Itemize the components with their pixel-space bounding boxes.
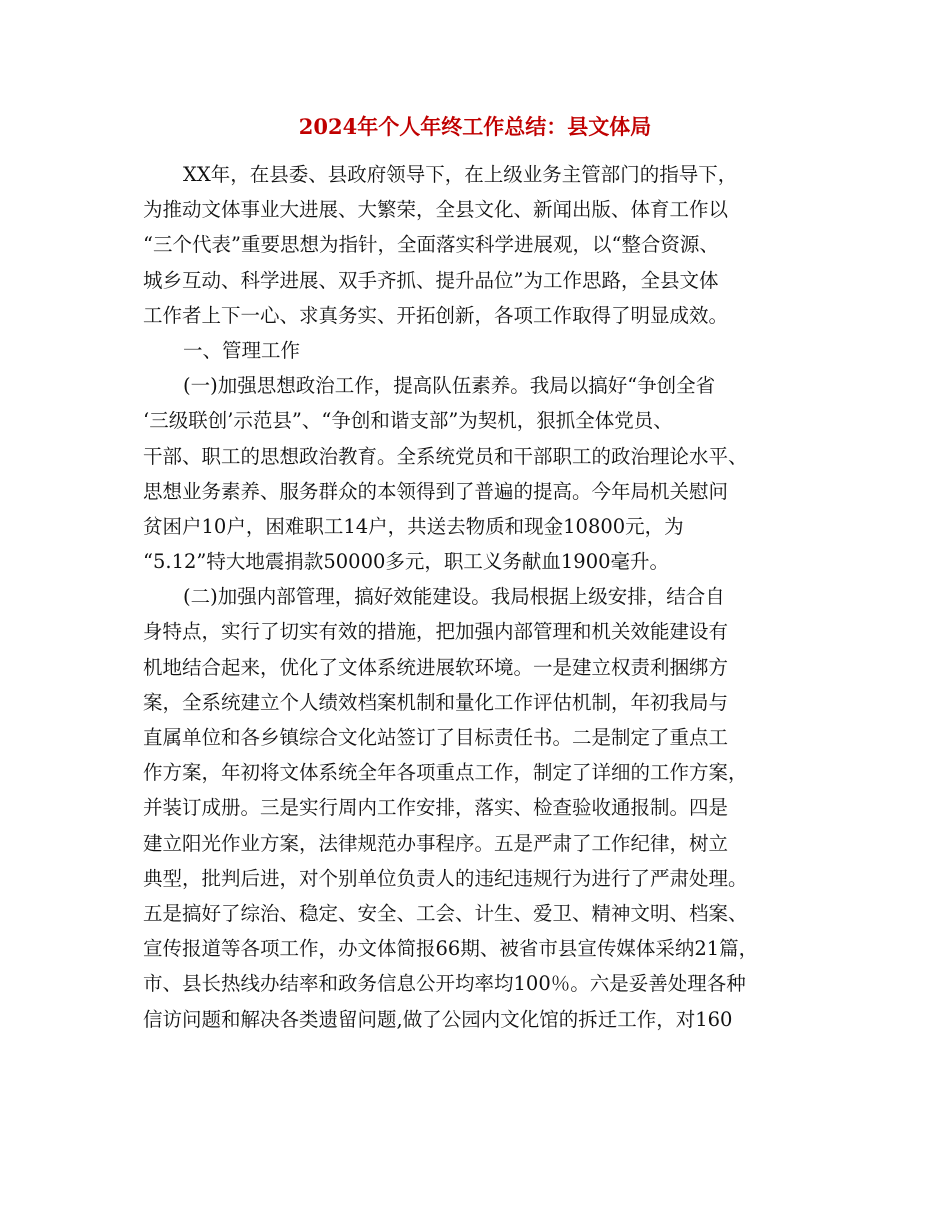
document-body xyxy=(143,157,823,1037)
paragraph-line: 宣传报道等各项工作，办文体简报66期、被省市县宣传媒体采纳21篇， xyxy=(143,937,759,961)
paragraph-line: 为推动文体事业大进展、大繁荣，全县文化、新闻出版、体育工作以 xyxy=(143,198,729,222)
paragraph-line: (一)加强思想政治工作，提高队伍素养。我局以搞好“争创全省 xyxy=(183,374,716,398)
paragraph-line: 工作者上下一心、求真务实、开拓创新，各项工作取得了明显成效。 xyxy=(143,303,729,327)
paragraph-line: 案，全系统建立个人绩效档案机制和量化工作评估机制，年初我局与 xyxy=(143,690,729,714)
paragraph-line: 直属单位和各乡镇综合文化站签订了目标责任书。二是制定了重点工 xyxy=(143,726,729,749)
paragraph-line: 干部、职工的思想政治教育。全系统党员和干部职工的政治理论水平、 xyxy=(143,444,748,468)
paragraph-line: 信访问题和解决各类遗留问题,做了公园内文化馆的拆迁工作，对160 xyxy=(143,1007,733,1031)
paragraph-line: 作方案，年初将文体系统全年各项重点工作，制定了详细的工作方案， xyxy=(143,761,748,785)
paragraph-line: 并装订成册。三是实行周内工作安排，落实、检查验收通报制。四是 xyxy=(143,796,729,820)
document-title: 2024年个人年终工作总结：县文体局 xyxy=(298,114,652,139)
paragraph-line: (二)加强内部管理，搞好效能建设。我局根据上级安排，结合自 xyxy=(183,585,725,609)
paragraph-line: 机地结合起来，优化了文体系统进展软环境。一是建立权责利捆绑方 xyxy=(143,655,729,679)
paragraph-line: “三个代表”重要思想为指针，全面落实科学进展观，以“整合资源、 xyxy=(143,233,719,257)
section-heading: 一、管理工作 xyxy=(183,338,301,362)
paragraph-line: “5.12”特大地震捐款50000多元，职工义务献血1900毫升。 xyxy=(143,550,670,574)
paragraph-line: 贫困户10户，困难职工14户，共送去物质和现金10800元，为 xyxy=(143,514,684,538)
paragraph-line: 市、县长热线办结率和政务信息公开均率均100％。六是妥善处理各种 xyxy=(143,972,746,996)
paragraph-line: 五是搞好了综治、稳定、安全、工会、计生、爱卫、精神文明、档案、 xyxy=(143,901,748,925)
paragraph-line: 思想业务素养、服务群众的本领得到了普遍的提高。今年局机关慰问 xyxy=(143,479,729,503)
paragraph-line: XX年，在县委、县政府领导下，在上级业务主管部门的指导下， xyxy=(183,163,738,186)
paragraph-line: ‘三级联创’示范县”、“争创和谐支部”为契机，狠抓全体党员、 xyxy=(143,409,673,433)
paragraph-line: 身特点，实行了切实有效的措施，把加强内部管理和机关效能建设有 xyxy=(143,620,729,644)
paragraph-line: 典型，批判后进，对个别单位负责人的违纪违规行为进行了严肃处理。 xyxy=(143,866,748,890)
paragraph-line: 建立阳光作业方案，法律规范办事程序。五是严肃了工作纪律，树立 xyxy=(143,831,729,855)
paragraph-line: 城乡互动、科学进展、双手齐抓、提升品位”为工作思路，全县文体 xyxy=(143,268,719,292)
